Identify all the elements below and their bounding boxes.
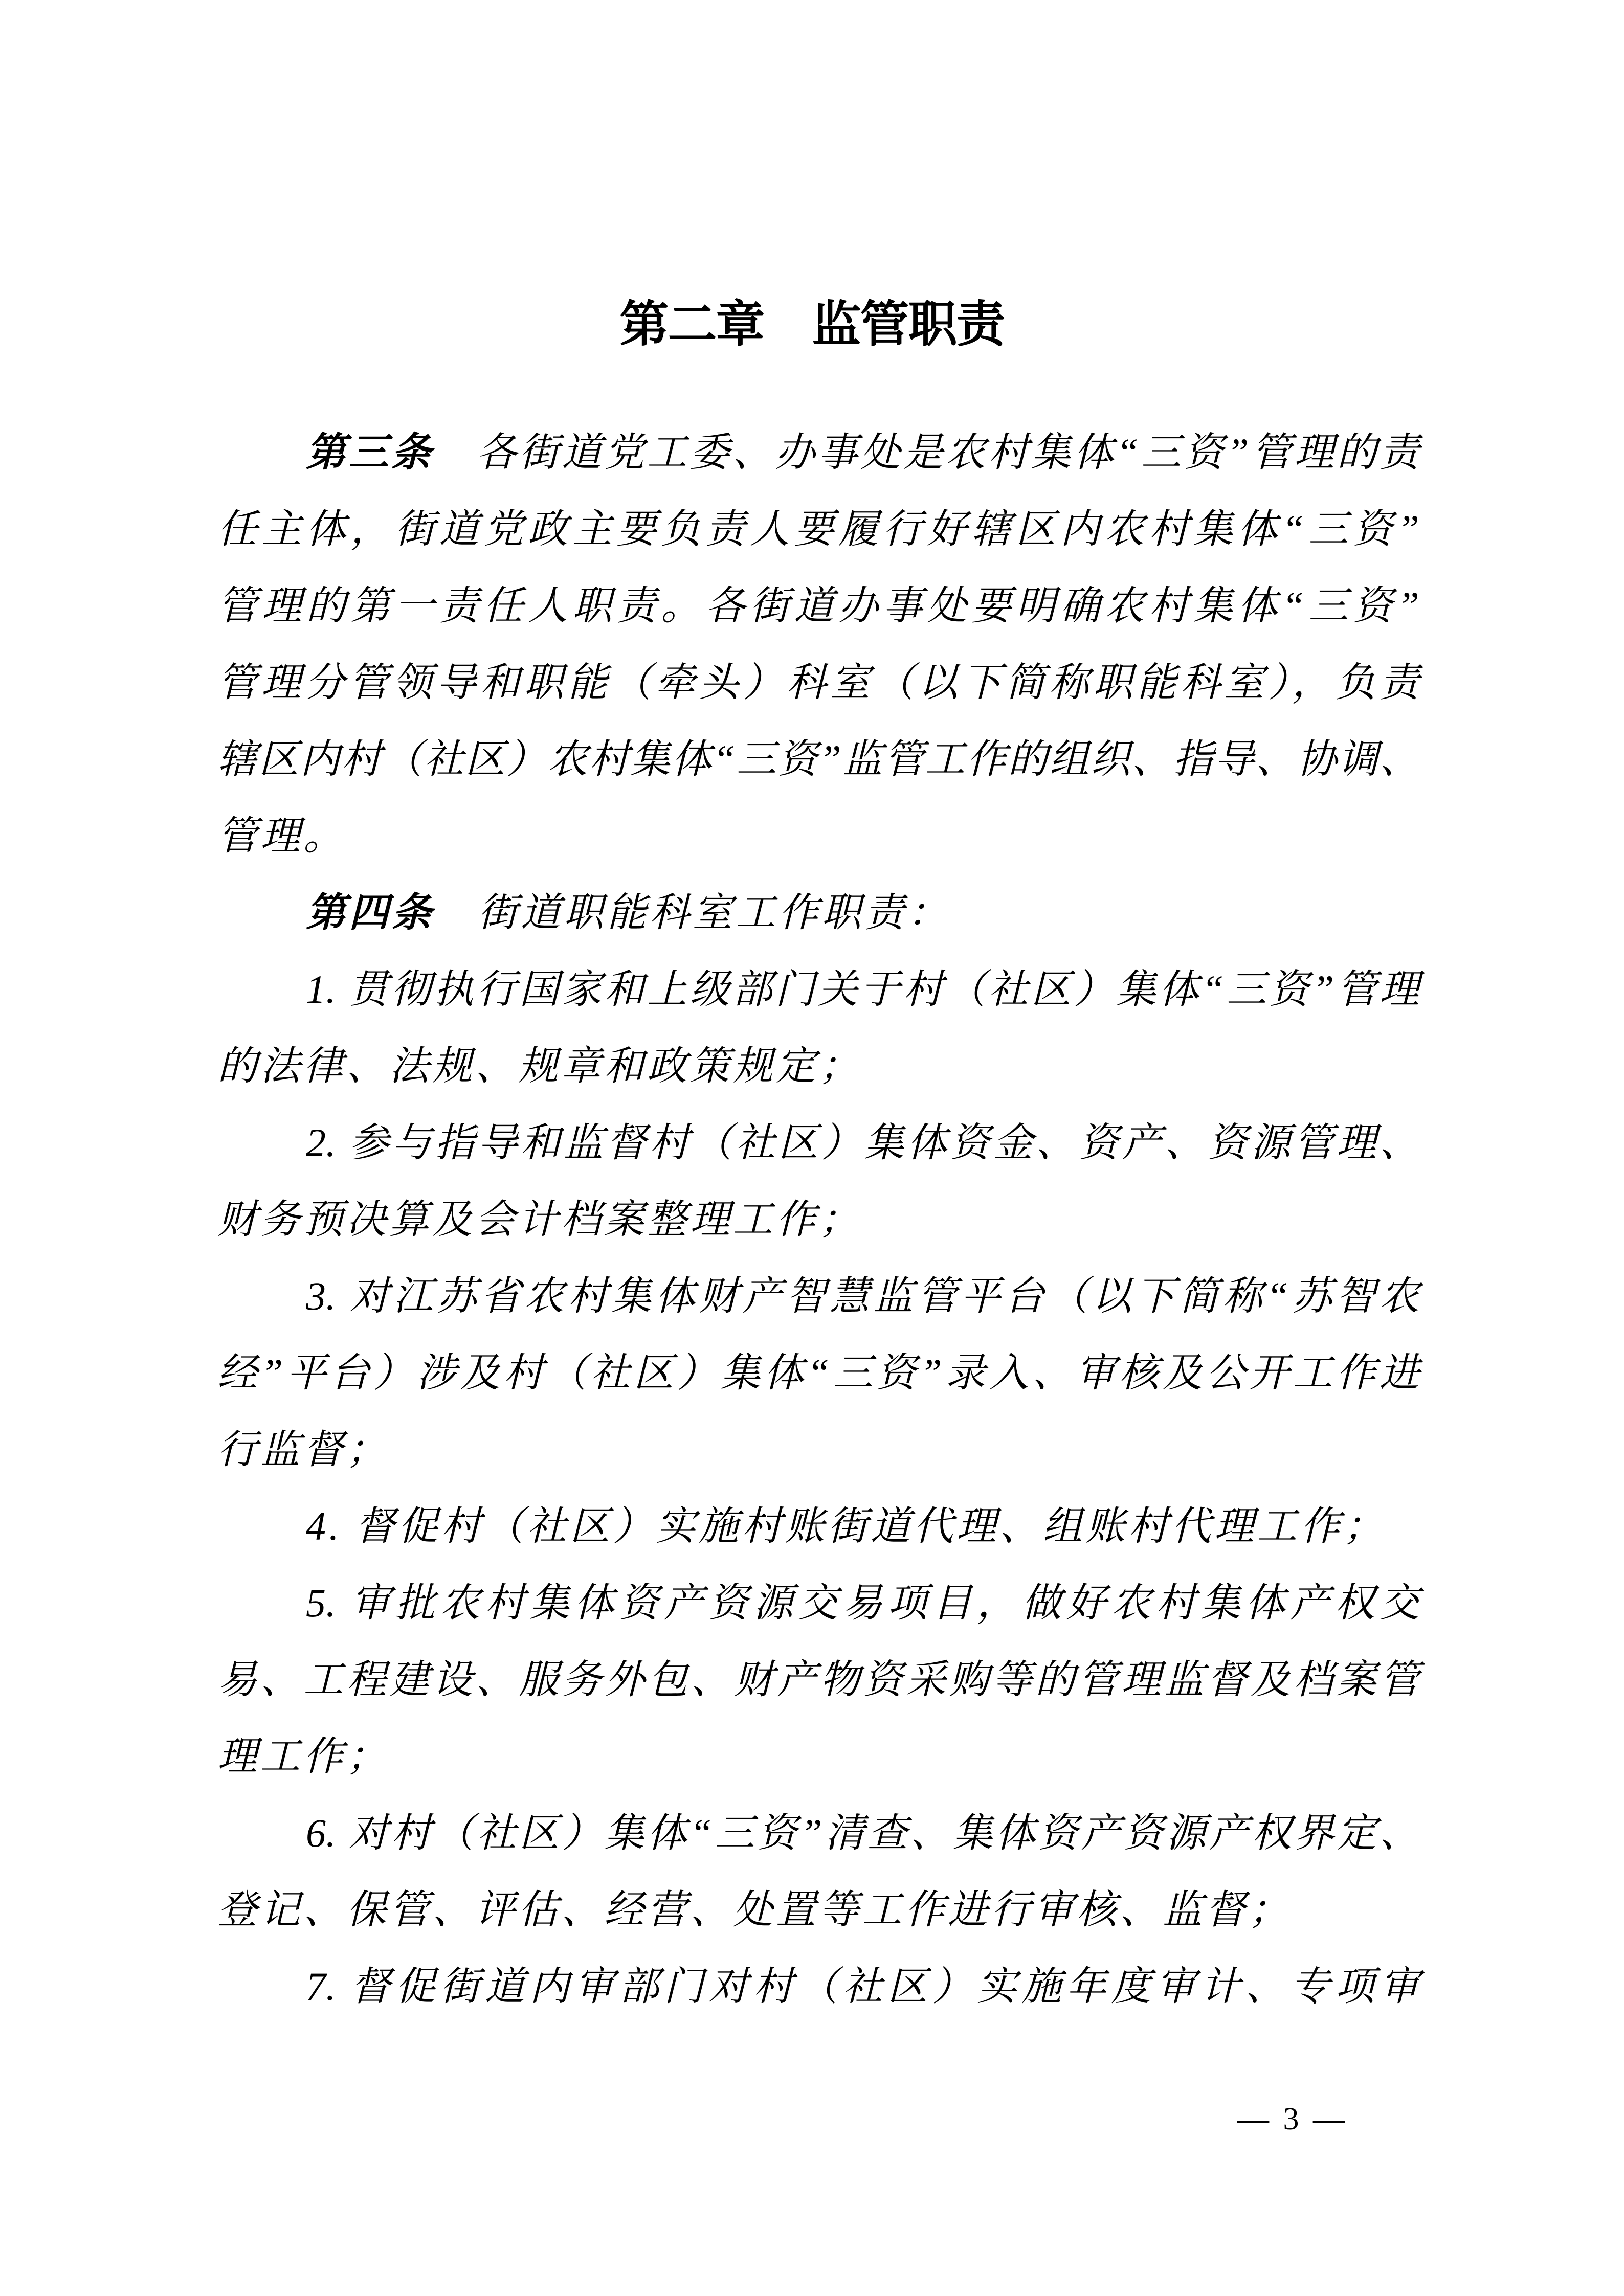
- paragraph-article-4: [217, 874, 1419, 951]
- text-run: 管理分管领导和职能（牵头）科室（以下简称职能科室），负责: [217, 660, 1419, 705]
- text-run: 财务预决算及会计档案整理工作；: [217, 1197, 862, 1242]
- text-line: [217, 1335, 1419, 1411]
- text-line: [217, 1105, 1419, 1181]
- text-run: 辖区内村（社区）农村集体“三资”监管工作的组织、指导、协调、: [217, 737, 1419, 781]
- text-run: 7. 督促街道内审部门对村（社区）实施年度审计、专项审: [306, 1964, 1419, 2009]
- paragraph-item-6: [217, 1795, 1419, 1948]
- text-line: [217, 414, 1419, 491]
- text-line: [217, 568, 1419, 644]
- text-run: 街道职能科室工作职责：: [435, 890, 951, 935]
- document-body: [217, 414, 1419, 2025]
- text-run: 3. 对江苏省农村集体财产智慧监管平台（以下简称“苏智农: [306, 1274, 1419, 1318]
- text-run: 2. 参与指导和监督村（社区）集体资金、资产、资源管理、: [306, 1120, 1419, 1165]
- text-run: 任主体，街道党政主要负责人要履行好辖区内农村集体“三资”: [217, 507, 1419, 551]
- text-line: [217, 874, 1419, 951]
- text-line: [217, 491, 1419, 568]
- text-line: [217, 1258, 1419, 1335]
- text-run: 各街道党工委、办事处是农村集体“三资”管理的责: [434, 430, 1419, 475]
- text-run: 4. 督促村（社区）实施村账街道代理、组账村代理工作；: [306, 1504, 1387, 1548]
- text-line: [217, 1488, 1419, 1565]
- text-run: 登记、保管、评估、经营、处置等工作进行审核、监督；: [217, 1887, 1292, 1932]
- text-run: 易、工程建设、服务外包、财产物资采购等的管理监督及档案管: [217, 1657, 1419, 1702]
- text-run: 理工作；: [217, 1734, 390, 1779]
- paragraph-item-7: [217, 1948, 1419, 2025]
- text-line: [217, 951, 1419, 1028]
- text-line: [217, 1641, 1419, 1718]
- text-run: 5. 审批农村集体资产资源交易项目，做好农村集体产权交: [306, 1581, 1419, 1625]
- text-line: [217, 798, 1419, 874]
- text-line: [217, 644, 1419, 721]
- text-run: 行监督；: [217, 1427, 390, 1472]
- page-number: — 3 —: [1237, 2102, 1348, 2136]
- text-run: 管理的第一责任人职责。各街道办事处要明确农村集体“三资”: [217, 583, 1419, 628]
- paragraph-item-4: [217, 1488, 1419, 1565]
- text-line: [217, 1872, 1419, 1948]
- text-line: [217, 1028, 1419, 1105]
- text-run: 管理。: [217, 814, 347, 858]
- text-line: [217, 1948, 1419, 2025]
- paragraph-item-1: [217, 951, 1419, 1105]
- text-line: [217, 1565, 1419, 1641]
- text-line: [217, 1181, 1419, 1258]
- chapter-title: 第二章 监管职责: [619, 297, 1005, 352]
- text-run: 经”平台）涉及村（社区）集体“三资”录入、审核及公开工作进: [217, 1350, 1419, 1395]
- article-number: 第四条: [306, 890, 435, 935]
- text-line: [217, 1718, 1419, 1795]
- text-run: 6. 对村（社区）集体“三资”清查、集体资产资源产权界定、: [306, 1811, 1419, 1855]
- article-number: 第三条: [306, 430, 434, 475]
- paragraph-item-5: [217, 1565, 1419, 1795]
- text-line: [217, 721, 1419, 798]
- paragraph-article-3: [217, 414, 1419, 874]
- text-line: [217, 1411, 1419, 1488]
- paragraph-item-3: [217, 1258, 1419, 1488]
- text-run: 1. 贯彻执行国家和上级部门关于村（社区）集体“三资”管理: [306, 967, 1419, 1011]
- paragraph-item-2: [217, 1105, 1419, 1258]
- text-line: [217, 1795, 1419, 1872]
- text-run: 的法律、法规、规章和政策规定；: [217, 1044, 862, 1088]
